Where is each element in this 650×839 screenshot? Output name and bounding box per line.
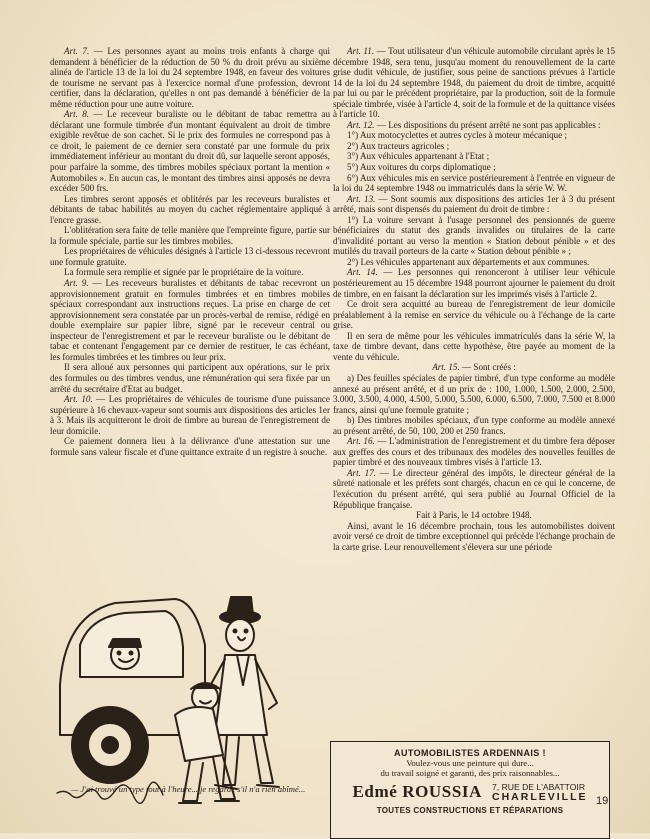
paragraph — [50, 362, 330, 394]
paragraph-text: — Les receveurs buralistes et débitants de tabac recevront un approvisionnement gratuit en formules timbrées et en timbres mobiles spéciaux correspondant aux instructions reçues. La prise en charge de cet approvisionnement sera constatée par un procès-verbal de remise, rédigé en double exemplaire sur papier libre, signé par le receveur central ou inspecteur de l'enregistrement et par le receveur buraliste ou le débitant de tabac et contenant l'engagement par ce dernier de restituer, le cas échéant, les formules timbrées et les timbres ou leur prix. — [50, 278, 330, 362]
article-label: Art. 11. — [347, 46, 375, 56]
advertisement-box — [330, 741, 610, 839]
ad-title: AUTOMOBILISTES ARDENNAIS ! — [394, 748, 546, 758]
cartoon-caption: — J'ai trouvé un type tout à l'heure... je regarde s'il n'a rien abîmé... — [70, 784, 306, 794]
paragraph — [333, 331, 615, 363]
paragraph-text: Fait à Paris, le 14 octobre 1948. — [416, 510, 532, 521]
paragraph — [50, 246, 330, 267]
paragraph — [333, 162, 615, 173]
paragraph — [333, 468, 615, 510]
ad-line-2: du travail soigné et garanti, des prix raisonnables... — [380, 768, 560, 778]
paragraph-text: — Tout utilisateur d'un véhicule automobile circulant après le 15 décembre 1948, sera tenu, jusqu'au moment du renouvellement de la carte grise dudit véhicule, de justifier, sous peine de sanctions prévues à l'article 14 de la loi du 24 septembre 1948, du paiement du droit de timbre, acquitté par lui ou par le précédent propriétaire, par la production, soit de la formule spéciale timbrée, visée à l'article 4, soit de la formule et de la quittance visées à l'article 10. — [333, 46, 615, 120]
paragraph-text: b) Des timbres mobiles spéciaux, d'un type conforme au modèle annexé au présent arrêté, de 50, 100, 200 et 250 francs. — [333, 415, 615, 436]
cartoon-illustration — [55, 585, 315, 815]
paragraph-text: — Le directeur général des impôts, le directeur général de la sûreté nationale et les préfets sont chargés, chacun en ce qui le concerne, de l'exécution du présent arrêté, qui sera publié au Journal Officiel de la République française. — [333, 467, 615, 510]
paragraph-text: — Sont créés : — [462, 362, 516, 373]
article-label: Art. 15. — [432, 362, 460, 373]
paragraph-text: 2°) Les véhicules appartenant aux départements et aux communes. — [347, 256, 590, 267]
paragraph-text: a) Des feuilles spéciales de papier timbré, d'un type conforme au modèle annexé au présent arrêté, et d un prix de : 100, 1.000, 1.500, 2.000, 2.500, 3.000, 3.500, 4.000, 4.500, 5.000, 5.500, 6.000, 6.500, 7.000, 7.500 et 8.000 francs, ainsi qu'une formule gratuite ; — [333, 372, 615, 415]
paragraph-text: Ce droit sera acquitté au bureau de l'enregistrement de leur domicile préalablement à la remise en service du véhicule ou à l'échange de la carte grise. — [333, 299, 615, 331]
paragraph-text: 5°) Aux voitures du corps diplomatique ; — [347, 162, 496, 173]
paragraph-text: 1°) Aux motocyclettes et autres cycles à moteur mécanique ; — [347, 130, 568, 141]
ad-footer: TOUTES CONSTRUCTIONS ET RÉPARATIONS — [376, 806, 564, 815]
paragraph-text: Il en sera de même pour les véhicules immatriculés dans la série W, la taxe de timbre devant, dans cette hypothèse, être payée au moment de la vente du véhicule. — [333, 330, 615, 362]
paragraph-text: Ainsi, avant le 16 décembre prochain, tous les automobilistes doivent avoir versé ce droit de timbre exceptionnel qui précède l'échange prochain de la carte grise. Leur renouvellement s'élevera sur une période — [333, 520, 615, 552]
paragraph — [50, 436, 330, 457]
right-text-column — [333, 46, 615, 552]
paragraph-text: 3°) Aux véhicules appartenant à l'Etat ; — [347, 151, 490, 162]
article-label: Art. 9. — [64, 278, 89, 289]
paragraph — [333, 130, 615, 141]
paragraph — [50, 394, 330, 436]
paragraph-text: — Sont soumis aux dispositions des articles 1er à 3 du présent arrêté, mais sont dispensés du paiement du droit de timbre : — [333, 193, 615, 215]
page-number: 19 — [596, 795, 609, 807]
paragraph — [50, 109, 330, 193]
article-label: Art. 10. — [64, 394, 93, 405]
paragraph-text: — Les personnes qui renonceront à utiliser leur véhicule postérieurement au 15 décembre 1948 pourront ajourner le paiement du droit de timbre, en en faisant la déclaration sur les imprimés visés à l'article 2. — [333, 267, 615, 299]
paragraph — [333, 257, 615, 268]
paragraph — [333, 436, 615, 468]
paragraph — [333, 120, 615, 131]
paragraph-text: Il sera alloué aux personnes qui participent aux opérations, sur le prix des formules ou des timbres vendus, une rémunération qui sera fixée par un arrêté du secrétaire d'Etat au budget. — [50, 362, 330, 394]
paragraph — [333, 510, 615, 521]
paragraph-text: — Les personnes ayant au moins trois enfants à charge qui demandent à bénéficier de la réduction de 50 % du droit prévu au sixième alinéa de l'article 13 de la loi du 24 septembre 1948, en faveur des voitures de tourisme ne servant pas à l'exercice normal d'une profession, devront certifier, dans la déclaration, qu'elles n ont pas demandé à bénéficier de la même réduction pour une autre voiture. — [50, 46, 330, 109]
paragraph — [333, 299, 615, 331]
paragraph-text: Les propriétaires de véhicules désignés à l'article 13 ci-dessous recevront une formule gratuite. — [50, 246, 331, 267]
ad-street: 7, RUE DE L'ABATTOIR — [492, 782, 586, 792]
paragraph-text: 2°) Aux tracteurs agricoles ; — [347, 140, 450, 151]
paragraph — [333, 373, 615, 415]
paragraph-text: L'oblitération sera faite de telle manière que l'empreinte figure, partie sur la formule spéciale, partie sur les timbres mobiles. — [50, 225, 330, 246]
paragraph-text: Les timbres seront apposés et oblitérés par les receveurs buralistes et débitants de tabac habilités au moyen du cachet réglementaire appliqué à l'encre grasse. — [50, 193, 330, 225]
paragraph — [50, 267, 330, 278]
paragraph — [333, 194, 615, 215]
paragraph-text: Ce paiement donnera lieu à la délivrance d'une attestation sur une formule sans valeur fiscale et d'une quittance extraite d un registre à souche. — [50, 436, 330, 457]
paragraph-text: — Le receveur buraliste ou le débitant de tabac remettra au déclarant une formule timbrée d'un montant équivalent au droit de timbre exigible revêtue de son cachet. Si le prix des formules ne correspond pas à ce droit, le paiement de ce dernier sera constaté par une formule du prix immédiatement inférieur au montant du droit dû, sur laquelle seront apposés, pour parfaire la somme, des timbres mobiles spéciaux portant la mention « Automobiles ». En aucun cas, le montant des timbres ainsi apposés ne devra excéder 500 frs. — [50, 109, 330, 194]
article-label: Art. 16. — [347, 436, 375, 447]
article-label: Art. 12. — [347, 119, 375, 130]
article-label: Art. 14. — [347, 267, 378, 278]
ad-city: CHARLEVILLE — [492, 791, 588, 803]
article-label: Art. 17. — [347, 467, 377, 478]
paragraph — [333, 151, 615, 162]
article-label: Art. 13. — [347, 193, 376, 204]
article-label: Art. 8. — [64, 109, 90, 120]
paragraph-text: La formule sera remplie et signée par le propriétaire de la voiture. — [64, 267, 304, 278]
article-label: Art. 7. — [64, 46, 90, 56]
left-text-column — [50, 46, 330, 457]
paragraph-text: 1°) La voiture servant à l'usage personnel des pensionnés de guerre bénéficiaires du statut des grands invalides ou titulaires de la carte d'invalidité portant au verso la mention « Station debout pénible » et des mutilés du travail porteurs de la carte « Station debout pénible » ; — [333, 214, 615, 257]
paragraph-text: — Les dispositions du présent arrêté ne sont pas applicables : — [376, 119, 601, 130]
paragraph — [333, 521, 615, 553]
ad-line-1: Voulez-vous une peinture qui dure... — [406, 758, 534, 768]
paragraph-text: — L'administration de l'enregistrement et du timbre fera déposer aux greffes des cours et des tribunaux des modèles des nouvelles feuilles de papier timbré et des nouveaux timbres visés à l'article 13. — [333, 436, 615, 468]
paragraph-text: 6°) Aux véhicules mis en service postérieurement à l'entrée en vigueur de la loi du 24 septembre 1948 ou immatriculés dans la série W. W. — [333, 172, 615, 194]
paragraph — [50, 46, 330, 109]
paragraph — [50, 225, 330, 246]
paragraph — [333, 362, 615, 373]
paragraph-text: — Les propriétaires de véhicules de tourisme d'une puissance supérieure à 16 chevaux-vapeur sont soumis aux dispositions des articles 1er à 3. Mais ils acquitteront le droit de timbre au bureau de l'enregistrement de leur domicile. — [50, 394, 330, 436]
paragraph — [333, 215, 615, 257]
paragraph — [333, 415, 615, 436]
paragraph — [333, 173, 615, 194]
paragraph — [333, 46, 615, 120]
paragraph — [333, 267, 615, 299]
paragraph — [333, 141, 615, 152]
ad-name-row — [331, 782, 609, 802]
paragraph — [50, 194, 330, 226]
ad-company-name: Edmé ROUSSIA — [352, 782, 483, 801]
paragraph — [50, 278, 330, 362]
ad-address-block — [492, 782, 588, 802]
